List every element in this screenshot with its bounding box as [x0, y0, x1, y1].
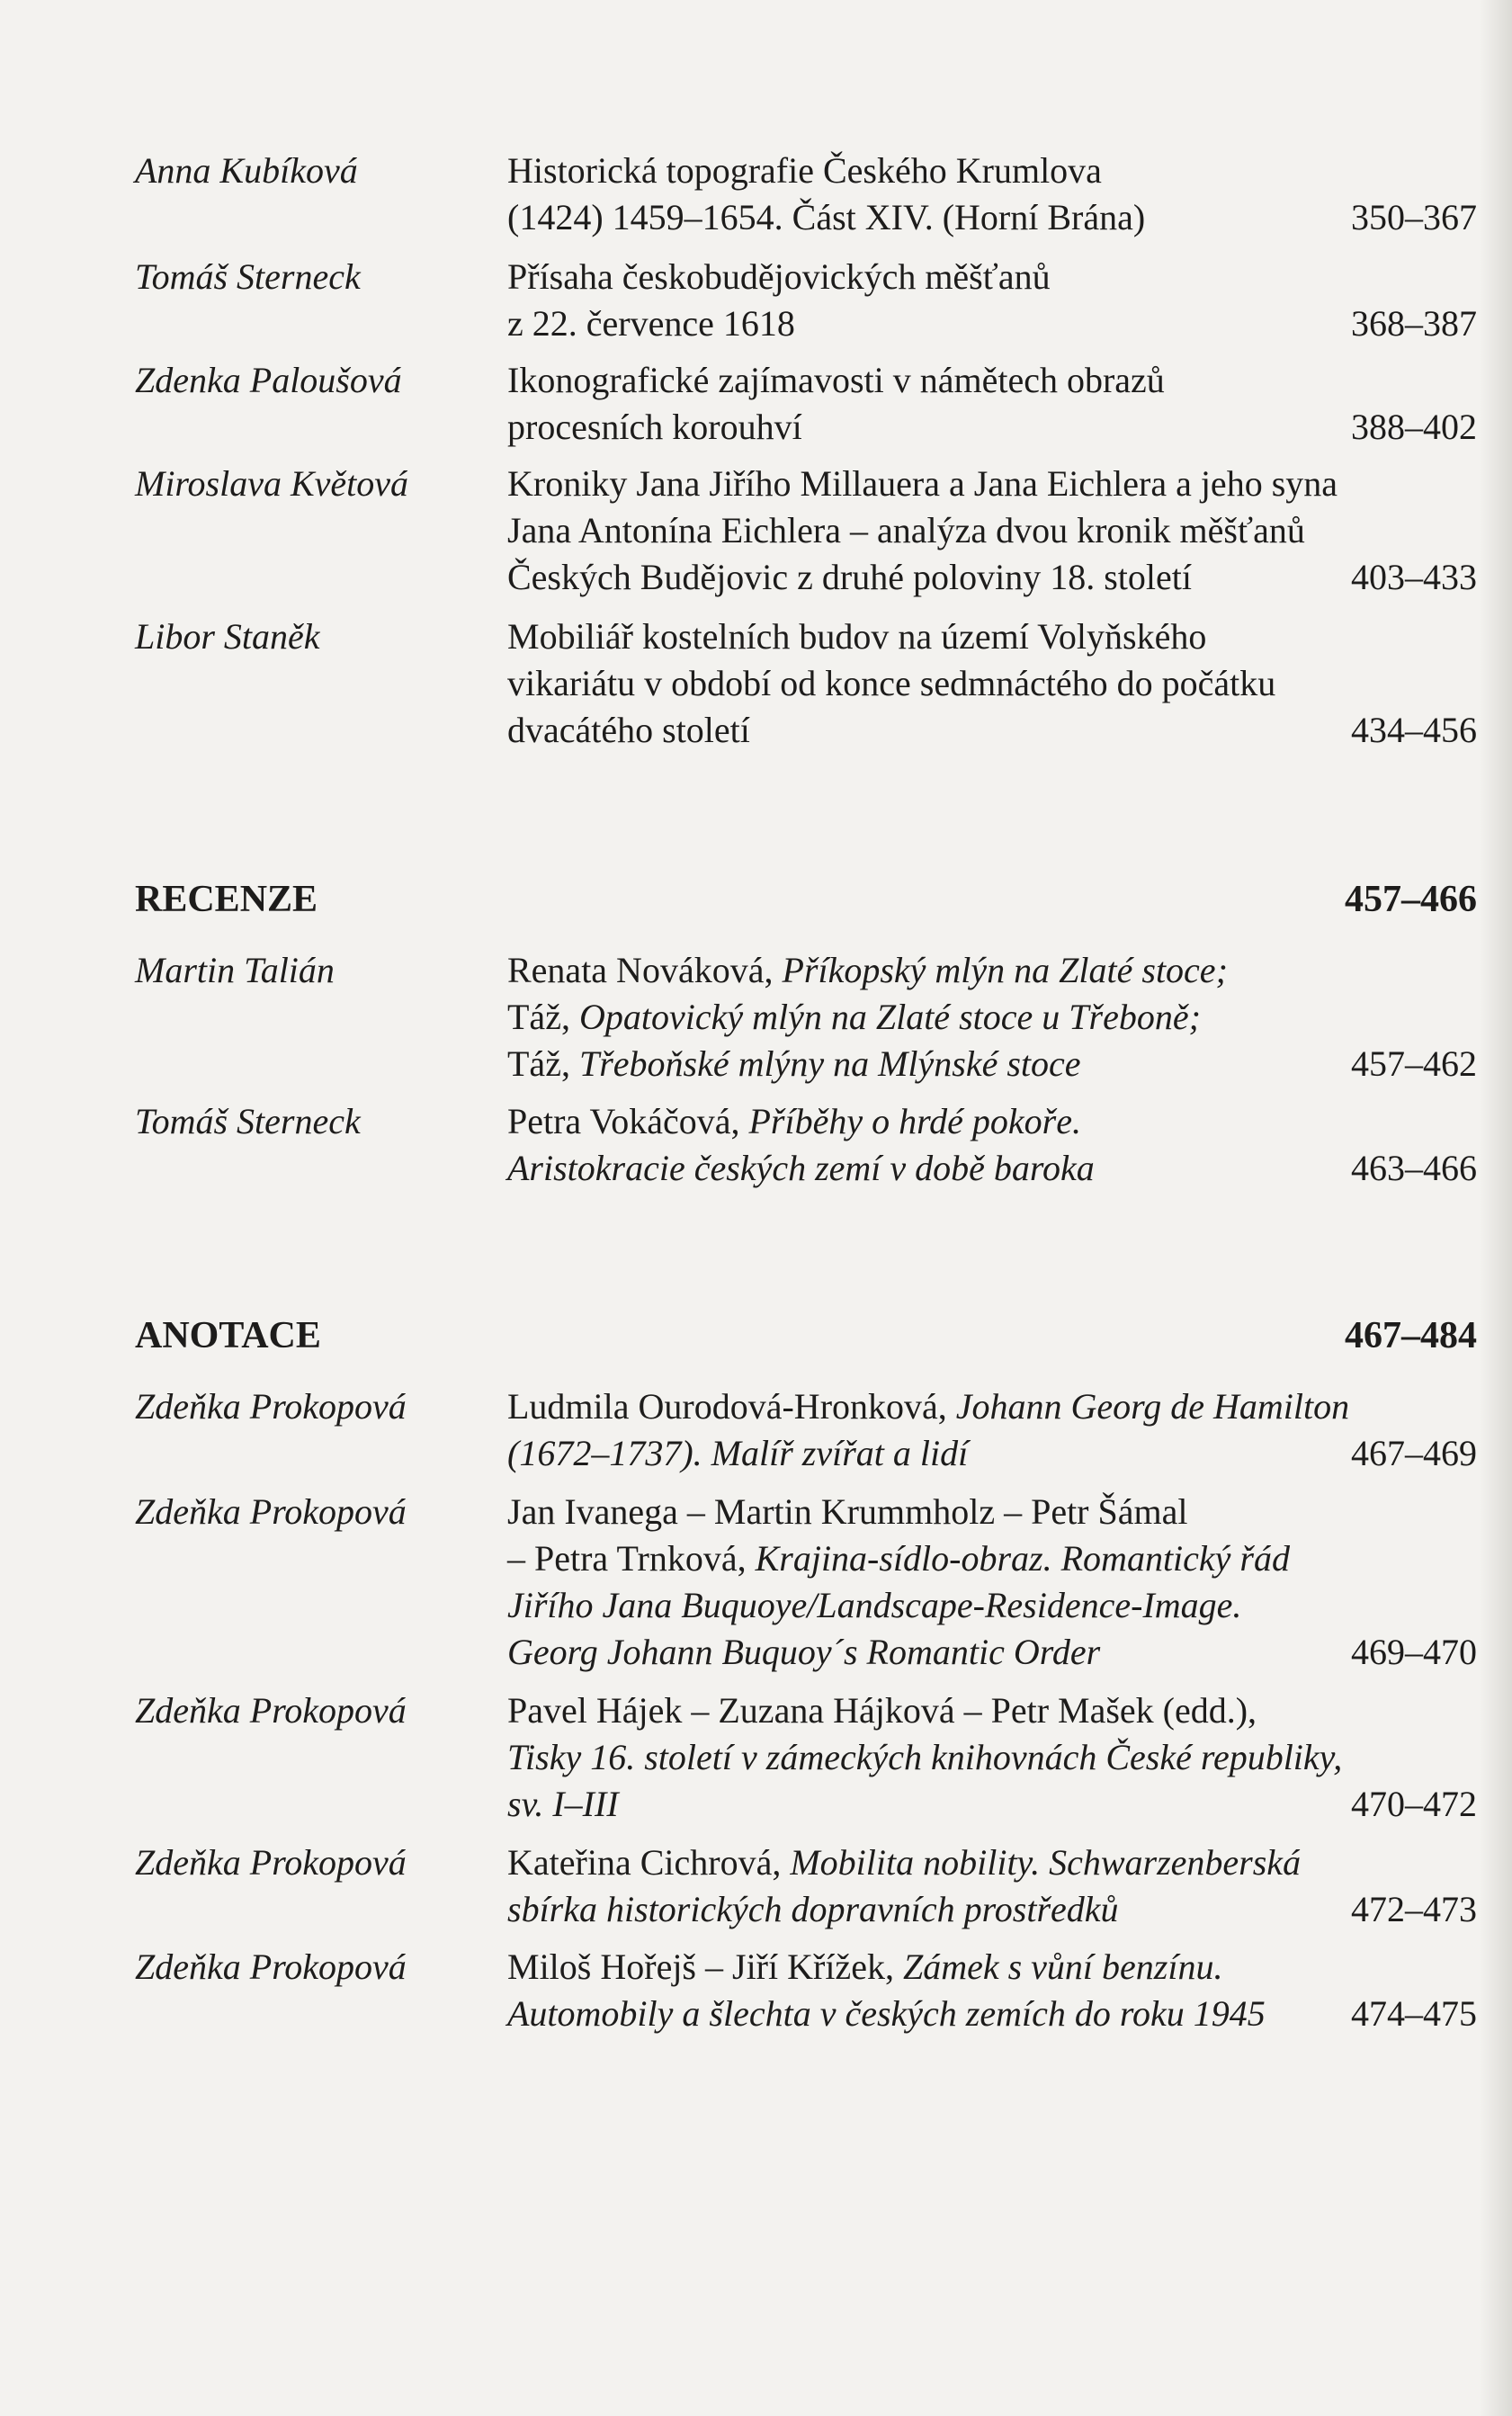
entry-pages: 434–456 [1351, 710, 1477, 750]
entry-title-line [507, 707, 1477, 754]
entry-title-line [507, 194, 1477, 241]
entry-title-line [507, 1629, 1477, 1676]
entry-italic-title: Automobily a šlechta v českých zemích do roku 1945 [507, 1993, 1266, 2034]
entry-plain-text: Táž, [507, 1043, 579, 1084]
entry-plain-text: Kateřina Cichrová, [507, 1842, 791, 1883]
entry-pages: 474–475 [1351, 1993, 1477, 2034]
entry-title-text: (1424) 1459–1654. Část XIV. (Horní Brána) [507, 197, 1146, 237]
section-title: RECENZE [135, 879, 318, 920]
entry-title-line [507, 1383, 1477, 1430]
entry-italic-title: Opatovický mlýn na Zlaté stoce u Třeboně; [578, 997, 1201, 1037]
entry-title-line [507, 1145, 1477, 1192]
entry-title-line: Ikonografické zajímavosti v námětech obrazů [507, 360, 1165, 400]
entry-italic-title: Zámek s vůní benzínu. [902, 1946, 1223, 1987]
entry-italic-title: Krajina-sídlo-obraz. Romantický řád [755, 1538, 1290, 1579]
entry-pages: 467–469 [1351, 1433, 1477, 1473]
entry-italic-title: (1672–1737). Malíř zvířat a lidí [507, 1433, 969, 1473]
entry-italic-title: Johann Georg de Hamilton [955, 1386, 1350, 1427]
entry-pages: 350–367 [1351, 197, 1477, 237]
entry-plain-text: – Petra Trnková, [507, 1538, 756, 1579]
entry-plain-text: Ludmila Ourodová-Hronková, [507, 1386, 956, 1427]
entry-title-line [507, 1734, 1477, 1781]
entry-title-line: Mobiliář kostelních budov na území Volyňského [507, 616, 1207, 657]
entry-body [507, 357, 1477, 451]
entry-italic-title: Příběhy o hrdé pokoře. [748, 1101, 1081, 1141]
entry-title-line: Jana Antonína Eichlera – analýza dvou kronik měšťanů [507, 510, 1305, 550]
entry-title-line [507, 1535, 1477, 1582]
entry-pages: 388–402 [1351, 407, 1477, 447]
entry-pages: 368–387 [1351, 303, 1477, 344]
entry-plain-text: Jan Ivanega – Martin Krummholz – Petr Šámal [507, 1491, 1188, 1532]
entry-pages: 403–433 [1351, 557, 1477, 597]
entry-plain-text: Petra Vokáčová, [507, 1101, 749, 1141]
entry-author: Tomáš Sterneck [135, 1101, 361, 1141]
entry-body [507, 1489, 1477, 1676]
entry-author: Miroslava Květová [135, 463, 409, 504]
entry-italic-title: Jiřího Jana Buquoye/Landscape-Residence-Image. [507, 1585, 1242, 1625]
section-pages: 467–484 [1345, 1315, 1477, 1356]
entry-author: Zdeňka Prokopová [135, 1842, 407, 1883]
entry-author: Zdenka Paloušová [135, 360, 402, 400]
entry-title-line [507, 1781, 1477, 1828]
entry-title-line [507, 404, 1477, 451]
entry-body [507, 1944, 1477, 2037]
entry-plain-text: Pavel Hájek – Zuzana Hájková – Petr Mašek (edd.), [507, 1690, 1257, 1731]
entry-author: Anna Kubíková [135, 150, 358, 191]
entry-pages: 463–466 [1351, 1148, 1477, 1188]
entry-body [507, 148, 1477, 241]
entry-pages: 457–462 [1351, 1043, 1477, 1084]
entry-italic-title: Třeboňské mlýny na Mlýnské stoce [578, 1043, 1081, 1084]
section-title: ANOTACE [135, 1315, 321, 1356]
page-edge-shadow [1480, 0, 1512, 2416]
entry-title-text: z 22. července 1618 [507, 303, 795, 344]
entry-author: Zdeňka Prokopová [135, 1491, 407, 1532]
entry-title-line [507, 554, 1477, 601]
entry-italic-title: Georg Johann Buquoy´s Romantic Order [507, 1632, 1101, 1672]
entry-title-line [507, 947, 1477, 994]
entry-title-text: procesních korouhví [507, 407, 802, 447]
entry-body [507, 947, 1477, 1087]
entry-title-line: Kroniky Jana Jiřího Millauera a Jana Eichlera a jeho syna [507, 463, 1338, 504]
entry-body [507, 1383, 1477, 1477]
entry-plain-text: Táž, [507, 997, 579, 1037]
entry-author: Libor Staněk [135, 616, 320, 657]
section-heading-recenze [135, 876, 1477, 923]
entry-italic-title: sbírka historických dopravních prostředků [507, 1889, 1119, 1929]
entry-author: Zdeňka Prokopová [135, 1690, 407, 1731]
entry-pages: 472–473 [1351, 1889, 1477, 1929]
entry-body [507, 1839, 1477, 1933]
entry-title-line [507, 1886, 1477, 1933]
entry-title-text: Českých Budějovic z druhé poloviny 18. století [507, 557, 1192, 597]
entry-title-line: Historická topografie Českého Krumlova [507, 150, 1102, 191]
entry-title-line [507, 1991, 1477, 2037]
entry-italic-title: Mobilita nobility. Schwarzenberská [790, 1842, 1302, 1883]
section-pages: 457–466 [1345, 879, 1477, 920]
entry-title-line [507, 1687, 1477, 1734]
entry-title-line [507, 1944, 1477, 1991]
entry-body [507, 1687, 1477, 1828]
entry-body [507, 613, 1477, 754]
entry-title-line [507, 1430, 1477, 1477]
entry-author: Zdeňka Prokopová [135, 1946, 407, 1987]
entry-author: Martin Talián [135, 950, 335, 990]
entry-italic-title: sv. I–III [507, 1784, 619, 1824]
entry-italic-title: Aristokracie českých zemí v době baroka [507, 1148, 1095, 1188]
entry-title-line [507, 994, 1477, 1041]
section-heading-anotace [135, 1312, 1477, 1359]
entry-pages: 469–470 [1351, 1632, 1477, 1672]
entry-body [507, 1098, 1477, 1192]
entry-title-line: vikariátu v období od konce sedmnáctého do počátku [507, 663, 1276, 703]
entry-title-line [507, 1489, 1477, 1535]
entry-title-line: Přísaha českobudějovických měšťanů [507, 256, 1051, 297]
entry-title-line [507, 1582, 1477, 1629]
entry-body [507, 254, 1477, 347]
entry-italic-title: Tisky 16. století v zámeckých knihovnách České republiky, [507, 1737, 1343, 1777]
entry-pages: 470–472 [1351, 1784, 1477, 1824]
entry-italic-title: Příkopský mlýn na Zlaté stoce; [782, 950, 1228, 990]
entry-author: Zdeňka Prokopová [135, 1386, 407, 1427]
entry-title-line [507, 1839, 1477, 1886]
entry-body [507, 461, 1477, 601]
entry-plain-text: Miloš Hořejš – Jiří Křížek, [507, 1946, 903, 1987]
entry-title-line [507, 1041, 1477, 1087]
entry-plain-text: Renata Nováková, [507, 950, 783, 990]
entry-title-line [507, 1098, 1477, 1145]
entry-title-text: dvacátého století [507, 710, 750, 750]
entry-title-line [507, 300, 1477, 347]
entry-author: Tomáš Sterneck [135, 256, 361, 297]
